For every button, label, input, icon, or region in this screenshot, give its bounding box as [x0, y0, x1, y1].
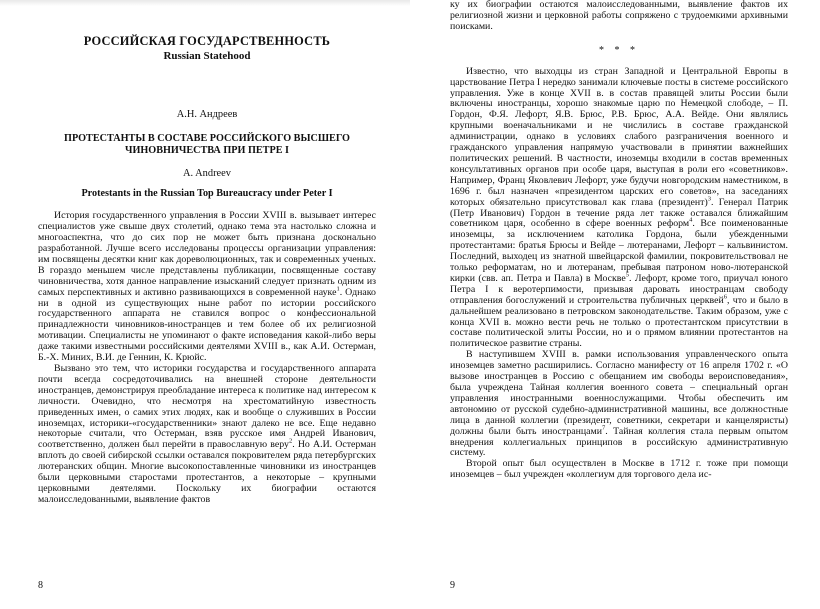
paragraph: В наступившем XVIII в. рамки использования управленческого опыта иноземцев заметно расширились. Согласно манифесту от 16 апреля 1702 г. «О вызове иностранцев в Россию с обещанием им свободы вероисповедания», была учреждена Тайная коллегия военного совета – специальный орган управления иностранными военнослужащими. Чтобы обеспечить им автономию от русской судебно-административной машины, все должностные лица в данной коллегии (президент, советники, секретари и канцеляристы) должны были быть иностранцами$^7$. Тайная коллегия стала первым опытом внедрения коллегиальных принципов в российскую административную систему. — [450, 349, 788, 459]
right-page — [410, 0, 820, 609]
paragraph: ку их биографии остаются малоисследованными, выявление фактов их религиозной жизни и церковной работы сопряжено с трудоемкими архивными поисками. — [450, 0, 788, 32]
footnote-ref[interactable]: 5 — [625, 271, 629, 279]
left-column — [38, 0, 376, 506]
section-separator: * * * — [599, 44, 639, 56]
footnote-ref[interactable]: 1 — [336, 285, 340, 293]
paragraph: Известно, что выходцы из стран Западной и Центральной Европы в царствование Петра I нередко занимали ключевые посты в системе российского управления. Уже в конце XVII в. в состав правящей элиты России были включены иностранцы, хорошо знакомые царю по Немецкой слободе, – П. Гордон, Ф.Я. Лефорт, Я.В. Брюс, Р.В. Брюс, А.А. Вейде. Они являлись крупными военачальниками и не числились в составе гражданской администрации, однако в условиях слабого разграничения военного и гражданского управления напрямую участвовали в принятии важнейших политических решений. В частности, иноземцы входили в состав временных консультативных органов при особе царя, выступая в роли его «советников». Например, Франц Яковлевич Лефорт, уже будучи новгородским наместником, в 1696 г. был назначен «президентом царских его советов», на заседаниях которых обязательно присутствовал как глава (президент)$^3$. Генерал Патрик (Петр Иванович) Гордон в течение ряда лет также оставался ближайшим советником царя, особенно в сфере военных реформ$^4$. Все поименованные иноземцы, за исключением католика Гордона, были убежденными протестантами: братья Брюсы и Вейде – лютеранами, Лефорт – кальвинистом. Последний, выходец из знатной швейцарской фамилии, покровительствовал не только реформатам, но и лютеранам, пребывая патроном ново-лютеранской кирки (свв. ап. Петра и Павла) в Москве$^5$. Лефорт, кроме того, приучал юного Петра I к веротерпимости, призывая даровать иностранцам свободу отправления богослужений и строительства публичных церквей$^6$, что и было в дальнейшем реализовано в петровском законодательстве. Таким образом, уже с конца XVII в. можно вести речь не только о протестантском присутствии в составе политической элиты России, но и о прямом влиянии протестантов на политическое развитие страны. — [450, 65, 788, 350]
article-title-en: Protestants in the Russian Top Bureaucracy under Peter I — [81, 187, 333, 199]
footnote-ref[interactable]: 2 — [288, 438, 293, 446]
page-number: 8 — [38, 580, 43, 591]
paragraph: История государственного управления в России XVIII в. вызывает интерес специалистов уже свыше двух столетий, однако тема эта настолько сложна и многоаспектна, что до сих пор не может быть признана досконально разработанной. Лучше всего исследованы процессы организации управления: им посвящены десятки книг как дореволюционных, так и современных ученых. В гораздо меньшем числе представлены публикации, посвященные составу чиновничества, хотя данное направление изысканий следует признать одним из самых перспективных и активно развивающихся в современной науке$^1$. Однако ни в одной из существующих ныне работ по истории российского государственного аппарата не ставился вопрос о конфессиональной принадлежности чиновников-иностранцев и тем более об их религиозной мотивации. Специалисты не упоминают о факте исповедания какой-либо веры даже такими известными российскими деятелями XVIII в., как А.И. Остерман, Б.-Х. Миних, В.И. де Геннин, К. Крюйс. — [38, 210, 376, 364]
paragraph: Вызвано это тем, что историки государства и государственного аппарата почти всегда сосредоточивались на внешней стороне деятельности иностранцев, демонстрируя преобладание интереса к политике над интересом к личности. Очевидно, что несмотря на хрестоматийную известность приведенных имен, о самих этих людях, как и вообще о служивших в России иноземцах, историки-«государственники» знают далеко не все. Еще недавно некоторые считали, что Остерман, взяв русское имя Андрей Иванович, соответственно, должен был перейти в православную веру$^2$. Но А.И. Остерман вплоть до своей сибирской ссылки оставался покровителем ряда петербургских лютеранских общин. Многие высокопоставленные чиновники из иностранцев были церковными старостами протестантов, а некоторые – крупными церковными деятелями. Поскольку их биографии остаются малоисследованными, выявление фактов — [38, 363, 376, 505]
section-title: РОССИЙСКАЯ ГОСУДАРСТВЕННОСТЬ — [83, 34, 331, 48]
author: А.Н. Андреев — [176, 109, 238, 121]
footnote-ref[interactable]: 4 — [689, 217, 693, 225]
author-en: A. Andreev — [183, 167, 231, 179]
footnote-ref[interactable]: 6 — [723, 293, 728, 301]
footnote-ref[interactable]: 3 — [707, 195, 711, 203]
page-number: 9 — [450, 580, 455, 591]
article-title: ПРОТЕСТАНТЫ В СОСТАВЕ РОССИЙСКОГО ВЫСШЕГО ЧИНОВНИЧЕСТВА ПРИ ПЕТРЕ I — [64, 133, 350, 156]
right-column — [450, 0, 788, 481]
paragraph: Второй опыт был осуществлен в Москве в 1712 г. тоже при помощи иноземцев – был учрежден «коллегиум для торгового дела ис- — [450, 458, 788, 481]
section-subtitle: Russian Statehood — [163, 49, 251, 62]
footnote-ref[interactable]: 7 — [602, 424, 606, 432]
